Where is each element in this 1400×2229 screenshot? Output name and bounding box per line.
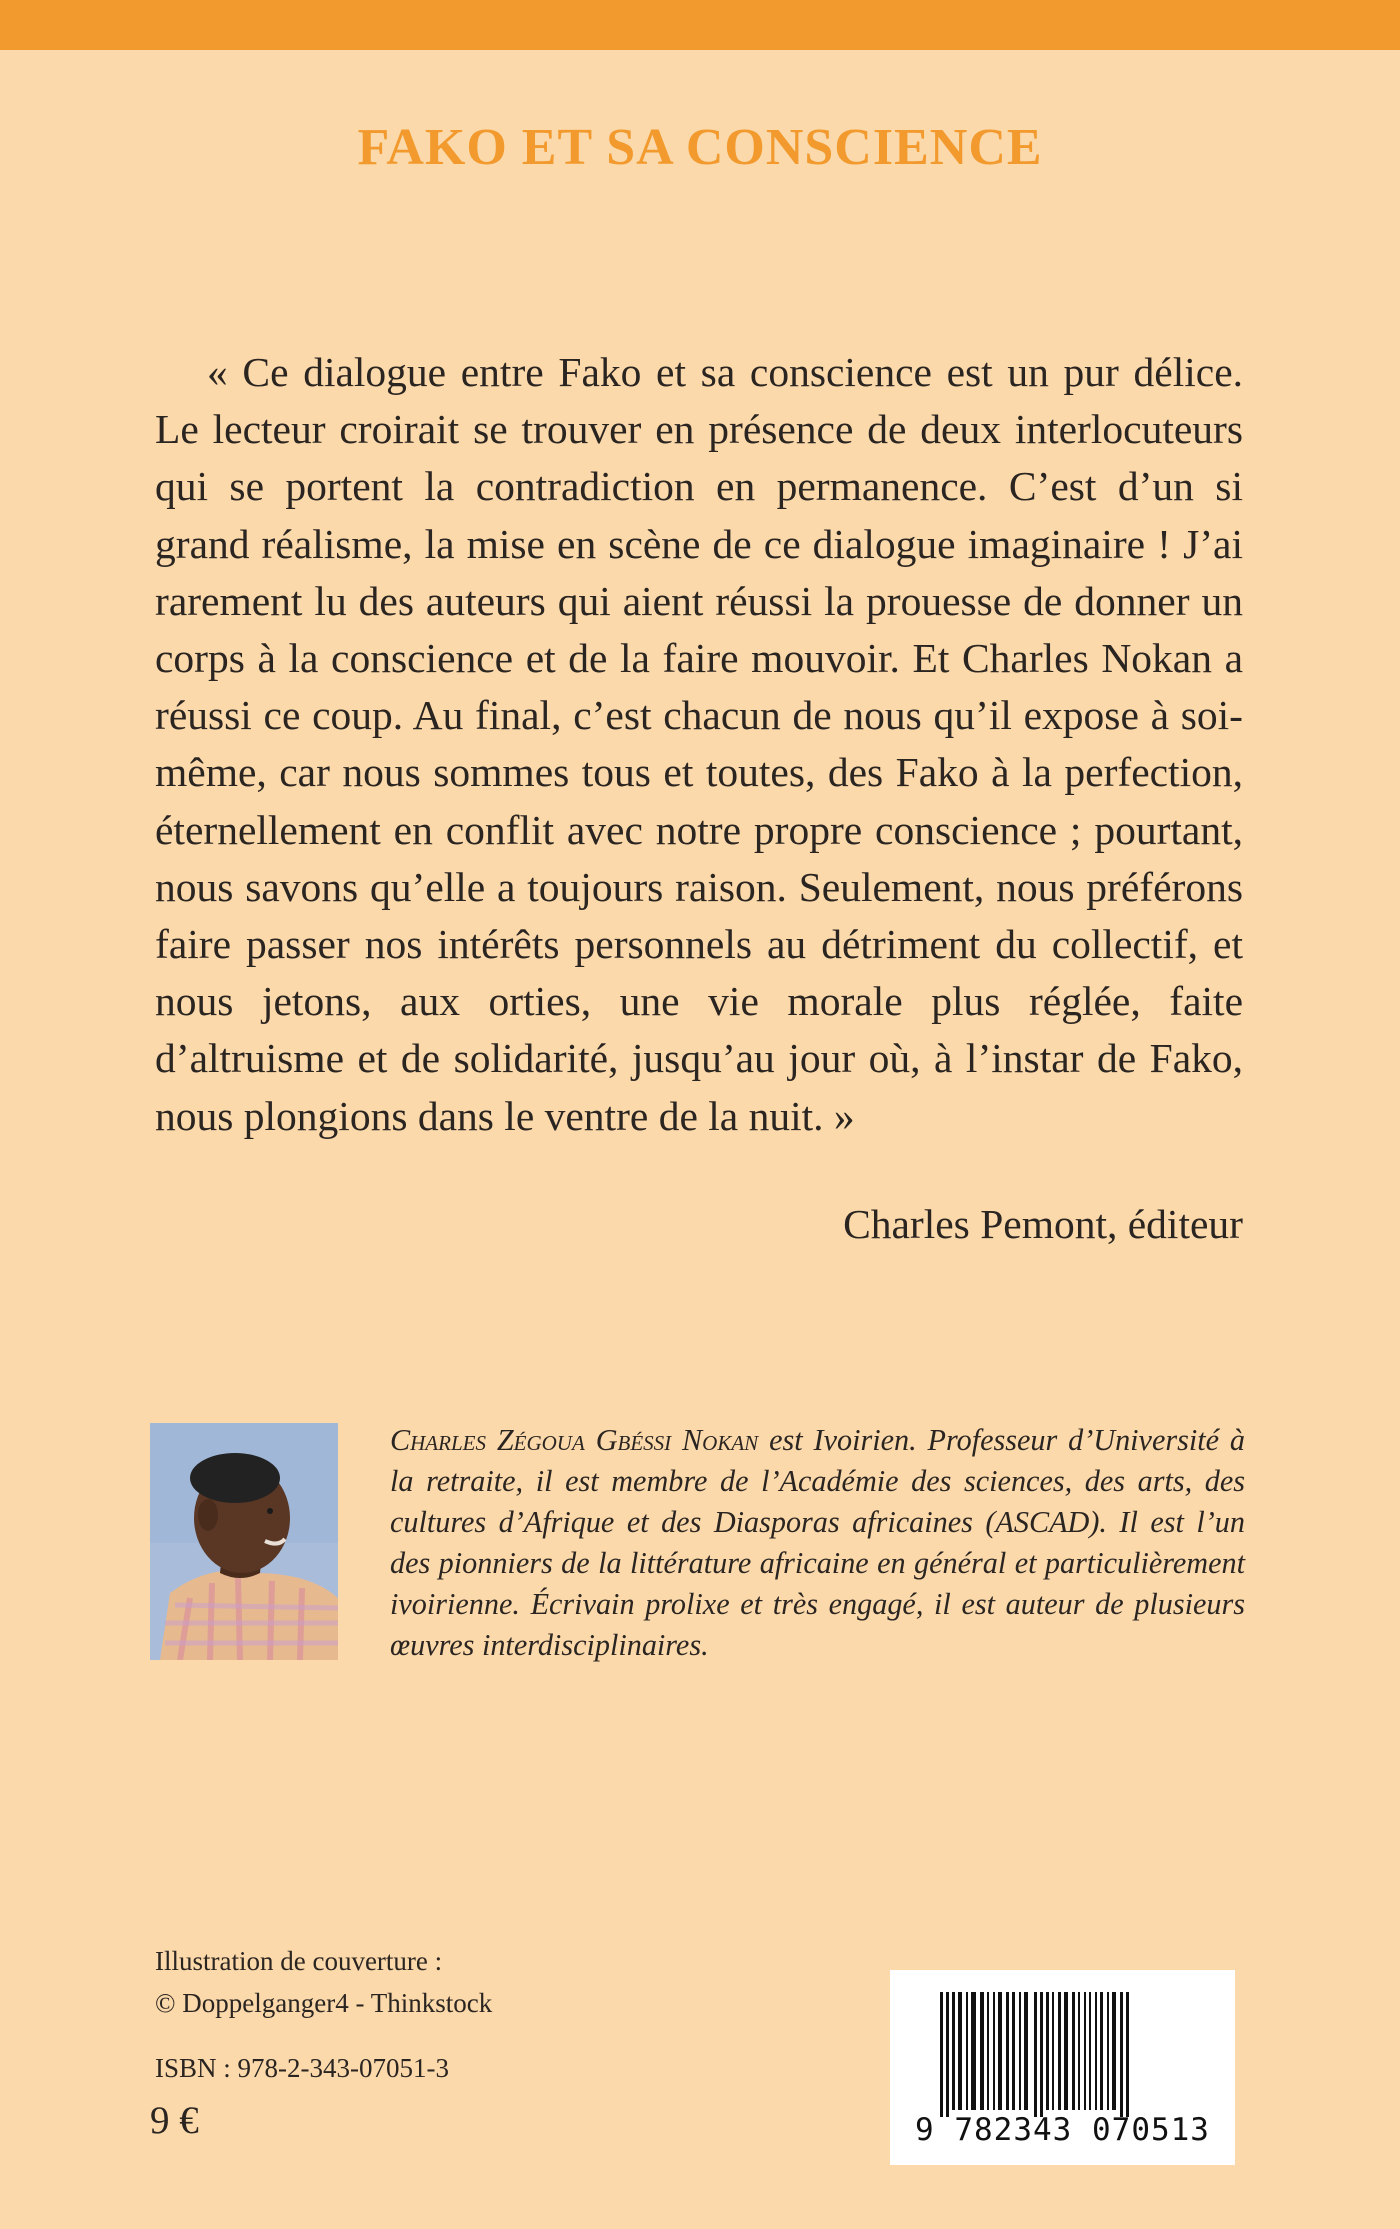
author-bio-text: est Ivoirien. Professeur d’Université à la retraite, il est membre de l’Académie des sciences, des arts, des cultures d’Afrique et des Diasporas africaines (ASCAD). Il est l’un des pionniers de la littérature africaine en général et particulièrement ivoirienne. Écrivain prolixe et très engagé, il est auteur de plusieurs œuvres interdisciplinaires. bbox=[390, 1423, 1246, 1662]
credits-value: © Doppelganger4 - Thinkstock bbox=[155, 1988, 493, 2018]
author-photo bbox=[150, 1423, 338, 1660]
barcode-bar bbox=[1095, 1992, 1097, 2110]
author-portrait-illustration bbox=[150, 1423, 338, 1660]
blurb-quote: « Ce dialogue entre Fako et sa conscience est un pur délice. Le lecteur croirait se trouver en présence de deux interlocuteurs qui se portent la contradiction en permanence. C’est d’un si grand réalisme, la mise en scène de ce dialogue imaginaire ! J’ai rarement lu des auteurs qui aient réussi la prouesse de donner un corps à la conscience et de la faire mouvoir. Et Charles Nokan a réussi ce coup. Au final, c’est chacun de nous qu’il expose à soi-même, car nous sommes tous et toutes, des Fako à la perfection, éternellement en conflit avec notre propre conscience ; pourtant, nous savons qu’elle a toujours raison. Seulement, nous préférons faire passer nos intérêts personnels au détriment du collectif, et nous jetons, aux orties, une vie morale plus réglée, faite d’altruisme et de solidarité, jusqu’au jour où, à l’instar de Fako, nous plongions dans le ventre de la nuit. » bbox=[155, 349, 1243, 1139]
barcode-bar bbox=[1064, 1992, 1068, 2110]
quote-attribution: Charles Pemont, éditeur bbox=[843, 1201, 1243, 1247]
barcode-bar bbox=[1078, 1992, 1080, 2110]
barcode-bar bbox=[1126, 1992, 1129, 2117]
barcode-bar bbox=[1107, 1992, 1109, 2110]
barcode-bar bbox=[966, 1992, 968, 2110]
barcode-bar bbox=[998, 1992, 1002, 2110]
barcode-bar bbox=[987, 1992, 989, 2110]
barcode-bar bbox=[1072, 1992, 1075, 2110]
credits-label: Illustration de couverture : bbox=[155, 1946, 443, 1976]
barcode-bar bbox=[1084, 1992, 1086, 2110]
barcode-bar bbox=[946, 1992, 949, 2117]
author-bio bbox=[390, 1420, 1245, 1666]
barcode-bar bbox=[1012, 1992, 1015, 2110]
barcode bbox=[890, 1970, 1235, 2165]
barcode-bar bbox=[1100, 1992, 1103, 2110]
barcode-bar bbox=[1046, 1992, 1049, 2110]
barcode-bar bbox=[952, 1992, 955, 2110]
barcode-bar bbox=[1034, 1992, 1037, 2117]
barcode-bar bbox=[1019, 1992, 1021, 2110]
barcode-bar bbox=[1006, 1992, 1009, 2110]
illustration-credits bbox=[155, 1940, 655, 2024]
barcode-bar bbox=[1040, 1992, 1043, 2117]
price: 9 € bbox=[150, 2099, 199, 2142]
barcode-bar bbox=[1112, 1992, 1116, 2110]
barcode-bar bbox=[940, 1992, 943, 2117]
barcode-bar bbox=[1052, 1992, 1054, 2110]
author-name: Charles Zégoua Gbéssi Nokan bbox=[390, 1423, 759, 1457]
barcode-bar bbox=[971, 1992, 976, 2110]
barcode-bar bbox=[1058, 1992, 1061, 2110]
isbn: ISBN : 978-2-343-07051-3 bbox=[155, 2053, 449, 2083]
barcode-digits: 9 782343 070513 bbox=[915, 2112, 1210, 2148]
barcode-bar bbox=[980, 1992, 984, 2110]
barcode-bar bbox=[993, 1992, 995, 2110]
barcode-bar bbox=[1120, 1992, 1123, 2117]
top-color-band bbox=[0, 0, 1400, 50]
book-title: FAKO ET SA CONSCIENCE bbox=[357, 119, 1043, 176]
barcode-bar bbox=[1089, 1992, 1091, 2110]
barcode-bar bbox=[1024, 1992, 1028, 2110]
barcode-bar bbox=[958, 1992, 962, 2110]
